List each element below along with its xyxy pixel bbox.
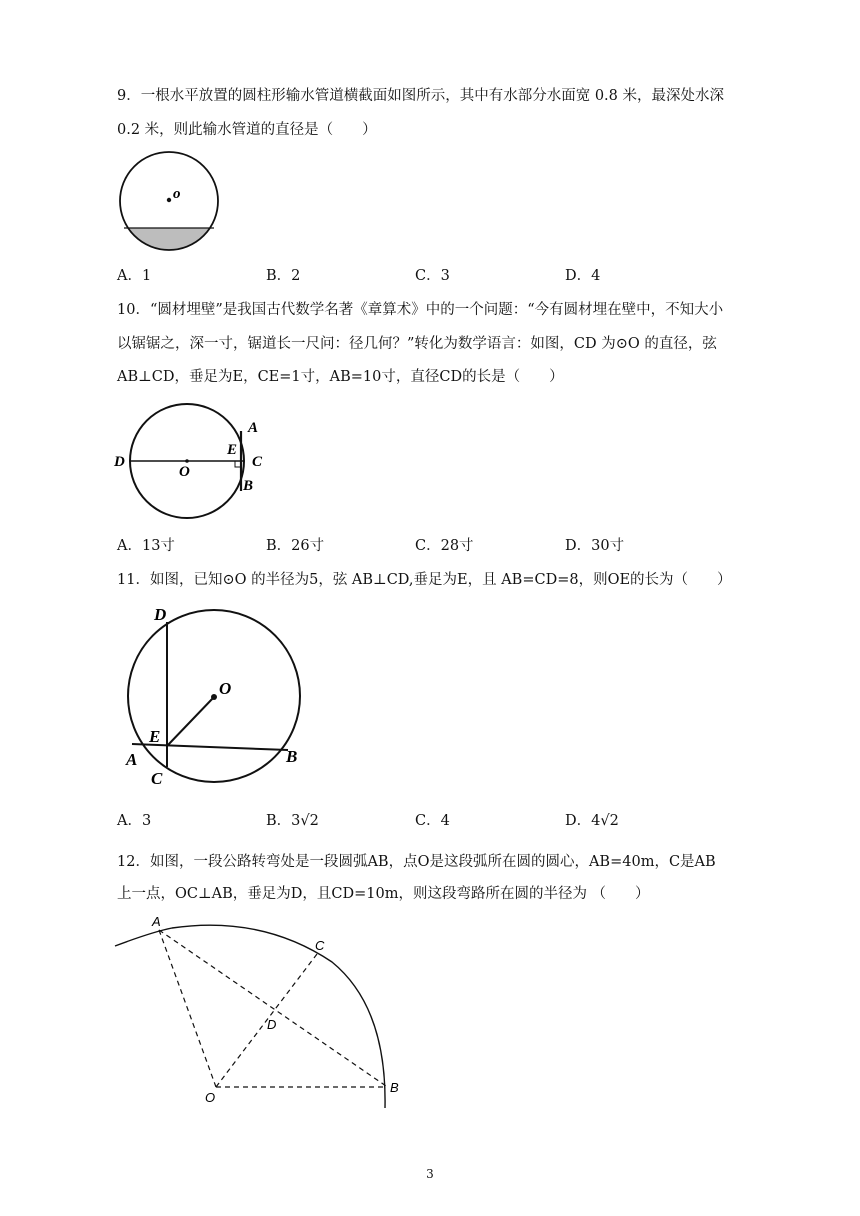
q10-line1: 10．“圆材埋壁”是我国古代数学名著《章算术》中的一个问题：“今有圆材埋在壁中，不知大小 [117,302,724,318]
q9-label-o: o [173,186,181,202]
q12-segment-oa [159,930,216,1087]
q10-option-a[interactable]: A．13寸 [117,538,175,554]
q11-label-o: O [219,679,232,698]
q10-label-b: B [243,478,254,494]
q10-label-a: A [248,420,259,436]
q9-line2: 0.2 米，则此输水管道的直径是（ ） [117,122,377,138]
q11-label-e: E [149,727,161,746]
q12-label-o: O [205,1090,216,1105]
q10-label-d: D [114,454,125,470]
q12-label-a: A [152,914,161,929]
q10-figure [112,404,272,524]
q11-center-dot [211,694,217,700]
page-number: 3 [426,1167,434,1181]
q11-label-a: A [126,750,138,769]
q10-line3: AB⊥CD，垂足为E，CE=1寸，AB=10寸，直径CD的长是（ ） [117,369,564,385]
q9-option-c[interactable]: C．3 [415,268,450,284]
q12-road-arc [115,925,385,1108]
q11-figure [118,600,318,795]
q9-line1: 9．一根水平放置的圆柱形输水管道横截面如图所示，其中有水部分水面宽 0.8 米，最深处水深 [117,88,724,104]
q11-option-c[interactable]: C．4 [415,813,450,829]
q12-label-d: D [267,1017,277,1032]
q10-option-c[interactable]: C．28寸 [415,538,474,554]
q10-label-e: E [227,442,238,458]
q11-label-c: C [151,769,163,788]
q12-label-b: B [390,1080,399,1095]
q9-center-dot [167,198,171,202]
q9-option-b[interactable]: B．2 [266,268,301,284]
q11-option-b[interactable]: B．3√2 [266,813,319,829]
q11-option-a[interactable]: A．3 [117,813,152,829]
q11-label-b: B [286,747,298,766]
q11-option-d[interactable]: D．4√2 [565,813,619,829]
q9-figure [118,150,222,254]
q12-figure [112,912,412,1112]
q10-option-b[interactable]: B．26寸 [266,538,325,554]
q11-label-d: D [154,605,167,624]
q10-label-c: C [252,454,263,470]
q10-option-d[interactable]: D．30寸 [565,538,625,554]
q10-label-o: O [179,464,190,480]
q12-label-c: C [315,938,325,953]
q12-line2: 上一点，OC⊥AB，垂足为D，且CD=10m，则这段弯路所在圆的半径为 （ ） [117,886,650,902]
q11-segment-oe [167,697,214,746]
q10-center-dot [185,459,189,463]
q10-line2: 以锯锯之，深一寸，锯道长一尺问：径几何？”转化为数学语言：如图，CD 为⊙O 的直径，弦 [117,336,717,352]
q9-option-d[interactable]: D．4 [565,268,601,284]
q12-segment-ab [159,930,386,1086]
q9-option-a[interactable]: A．1 [117,268,152,284]
q12-line1: 12．如图，一段公路转弯处是一段圆弧AB，点O是这段弧所在圆的圆心，AB=40m，C是AB [117,854,716,870]
q11-line1: 11．如图，已知⊙O 的半径为5，弦 AB⊥CD,垂足为E，且 AB=CD=8，则OE的长为（ ） [117,572,732,588]
